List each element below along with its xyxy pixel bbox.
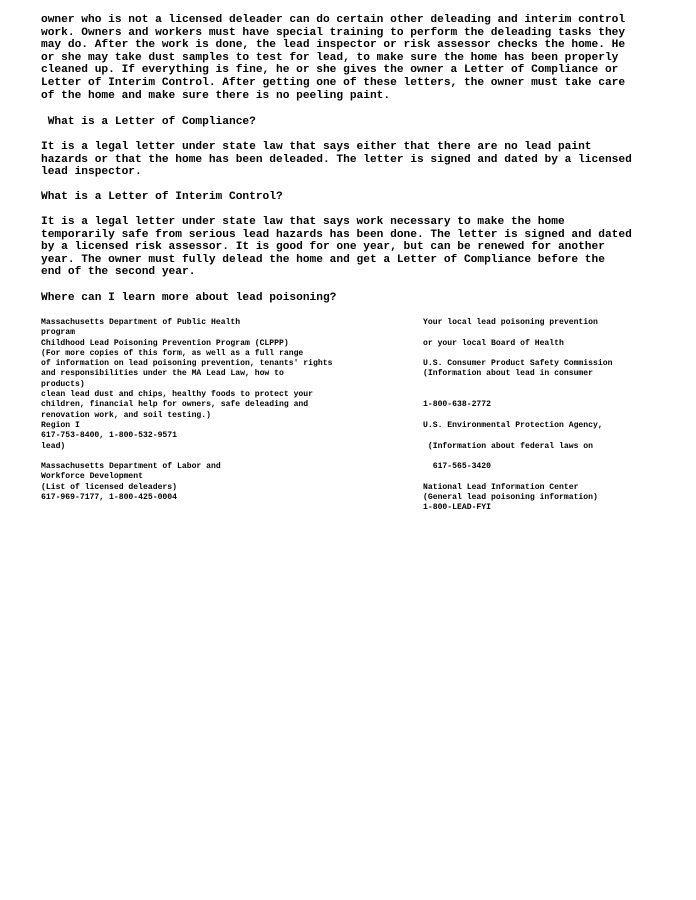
compliance-paragraph: It is a legal letter under state law that says either that there are no lead paint hazards or that the home has been deleaded. The letter is signed and dated by a licensed lead inspector.: [41, 141, 632, 179]
resources-left-column: Massachusetts Department of Public Health program Childhood Lead Poisoning Prevention Program (CLPPP) (For more copies of this form, as well as a full range of information on lead poisoning prevention, tenants' rights and responsibilities under the MA Lead Law, how to products) clean lead dust and chips, healthy foods to protect your children, financial help for owners, safe deleading and renovation work, and soil testing.) Region I 617-753-8400, 1-800-532-9571 lead): [41, 318, 333, 451]
heading-letter-of-interim-control: What is a Letter of Interim Control?: [41, 191, 283, 203]
heading-learn-more: Where can I learn more about lead poisoning?: [41, 292, 337, 304]
resources-right-column: Your local lead poisoning prevention or your local Board of Health U.S. Consumer Product Safety Commission (Information about lead in consumer 1-800-638-2772 U.S. Environmental Protection Agency, (Information about federal laws on 617-565-3420 National Lead Information Center (General lead poisoning information) 1-800-LEAD-FYI: [423, 318, 613, 513]
heading-letter-of-compliance: What is a Letter of Compliance?: [41, 116, 256, 128]
interim-control-paragraph: It is a legal letter under state law that says work necessary to make the home temporarily safe from serious lead hazards has been done. The letter is signed and dated by a licensed risk assessor. It is good for one year, but can be renewed for another year. The owner must fully delead the home and get a Letter of Compliance before the end of the second year.: [41, 216, 632, 279]
intro-paragraph: owner who is not a licensed deleader can do certain other deleading and interim control work. Owners and workers must have special training to perform the deleading tasks they may do. After the work is done, the lead inspector or risk assessor checks the home. He or she may take dust samples to test for lead, to make sure the home has been properly cleaned up. If everything is fine, he or she gives the owner a Letter of Compliance or Letter of Interim Control. After getting one of these letters, the owner must take care of the home and make sure there is no peeling paint.: [41, 14, 626, 102]
resources-left-column-labor: Massachusetts Department of Labor and Workforce Development (List of licensed deleaders) 617-969-7177, 1-800-425-0004: [41, 462, 221, 502]
